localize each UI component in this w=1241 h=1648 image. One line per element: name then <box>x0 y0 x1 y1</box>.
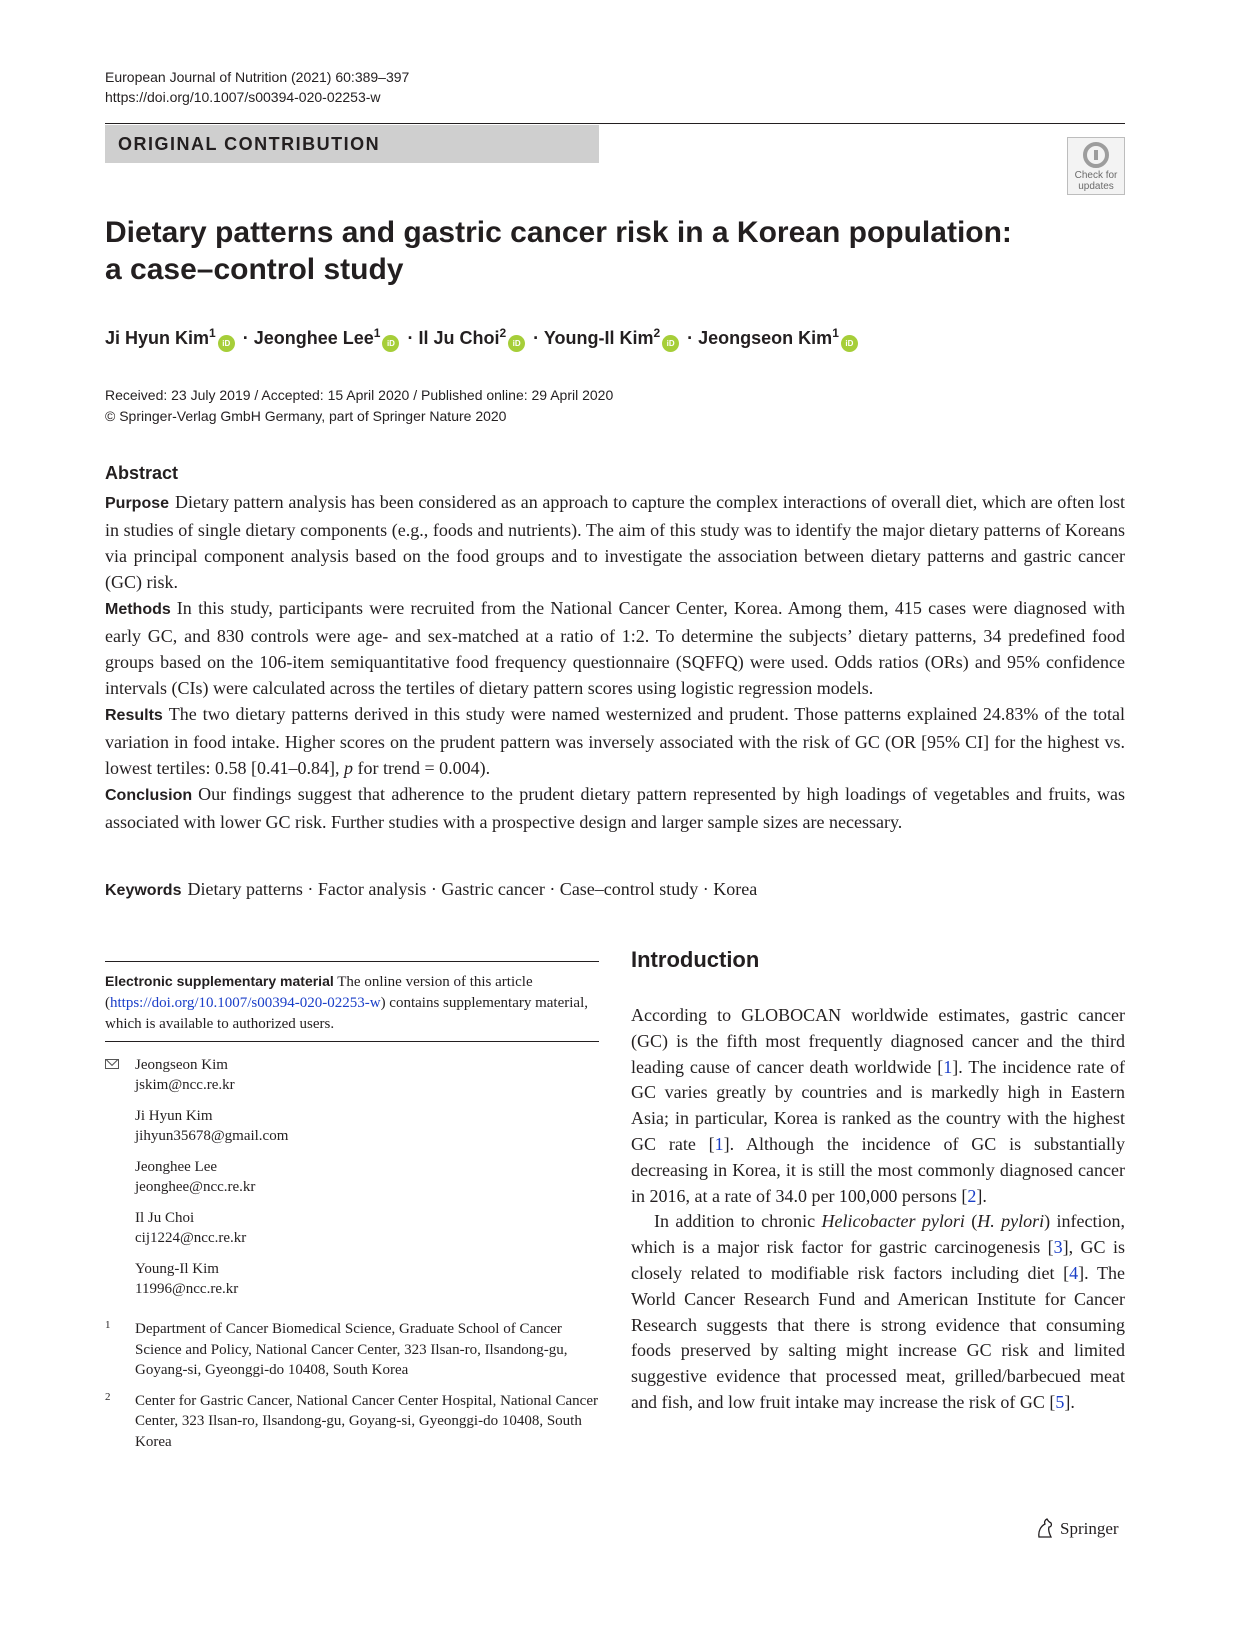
contact-email[interactable]: jskim@ncc.re.kr <box>135 1077 235 1093</box>
author-name[interactable]: Ji Hyun Kim <box>105 328 210 348</box>
article-title <box>105 214 1045 288</box>
publisher-name: Springer <box>1060 1519 1119 1538</box>
author-affiliation: 2 <box>499 326 507 340</box>
article-dates <box>105 385 613 427</box>
citation-link[interactable]: 1 <box>714 1133 724 1154</box>
supplementary-note <box>105 971 599 1035</box>
contact-email[interactable]: jeonghee@ncc.re.kr <box>135 1179 256 1195</box>
species-name: Helicobacter pylori <box>821 1211 965 1232</box>
introduction-heading: Introduction <box>631 947 760 972</box>
affiliation-item <box>105 1319 599 1381</box>
intro-text: ]. The World Cancer Research Fund and American Institute for Cancer Research suggests that there is strong evidence that consuming foods preserved by salting might increase GC risk and limited suggestive evidence that processed meat, grilled/barbecued meat and fish, and low fruit intake may increase the risk of GC [ <box>631 1262 1125 1412</box>
methods-text: In this study, participants were recruited from the National Cancer Center, Korea. Among them, 415 cases were diagnosed with early GC, and 830 controls were age- and sex-matched at a ratio of 1:2. To determine the subjects’ dietary patterns, 34 predefined food groups based on the 106-item semiquantitative food frequency questionnaire (SQFFQ) were used. Odds ratios (ORs) and 95% confidence intervals (CIs) were calculated across the tertiles of dietary pattern scores using logistic regression models. <box>105 598 1125 698</box>
citation-link[interactable]: 3 <box>1053 1237 1063 1258</box>
contact-item <box>105 1106 599 1146</box>
intro-text: ) infection, which is a major risk factor for gastric carcinogenesis [ <box>631 1211 1126 1258</box>
author-affiliation: 1 <box>373 326 381 340</box>
abstract-results <box>105 701 1125 781</box>
author-separator: · <box>402 328 419 348</box>
intro-text: ( <box>971 1211 978 1232</box>
author-name[interactable]: Young-Il Kim <box>543 328 654 348</box>
introduction-body <box>631 1003 1125 1416</box>
intro-text: ]. Although the incidence of GC is substantially decreasing in Korea, it is still the most commonly diagnosed cancer in 2016, at a rate of 34.0 per 100,000 persons [ <box>631 1133 1125 1206</box>
abstract-heading: Abstract <box>105 463 179 483</box>
title-line-2: a case–control study <box>105 253 404 286</box>
affiliation-number: 2 <box>105 1390 111 1403</box>
contact-email[interactable]: jihyun35678@gmail.com <box>135 1128 289 1144</box>
contact-email[interactable]: 11996@ncc.re.kr <box>135 1281 239 1297</box>
citation-link[interactable]: 4 <box>1069 1262 1079 1283</box>
author-name[interactable]: Jeonghee Lee <box>253 328 374 348</box>
affiliation-number: 1 <box>105 1319 111 1331</box>
contact-email[interactable]: cij1224@ncc.re.kr <box>135 1230 247 1246</box>
affiliation-item <box>105 1391 599 1453</box>
intro-paragraph-1 <box>631 1003 1125 1209</box>
author-separator: · <box>237 328 254 348</box>
esm-text: The online version of this article ( <box>105 974 533 1011</box>
intro-paragraph-2 <box>631 1209 1125 1415</box>
citation-link[interactable]: 5 <box>1055 1391 1065 1412</box>
intro-text: ]. The incidence rate of GC varies greatly by countries and is markedly high in Eastern Asia; in particular, Korea is ranked as the country with the highest GC rate [ <box>631 1056 1125 1154</box>
correspondence <box>105 1055 599 1462</box>
author-name[interactable]: Il Ju Choi <box>418 328 500 348</box>
abstract-body <box>105 489 1125 835</box>
esm-link[interactable]: https://doi.org/10.1007/s00394-020-02253-w <box>110 995 381 1011</box>
purpose-text: Dietary pattern analysis has been considered as an approach to capture the complex interactions of overall diet, which are often lost in studies of single dietary components (e.g., foods and nutrients). The aim of this study was to identify the major dietary patterns of Koreans via principal component analysis based on the food groups and to investigate the association between dietary patterns and gastric cancer (GC) risk. <box>105 492 1125 592</box>
results-text-end: for trend = 0.004). <box>357 758 491 778</box>
footnote-rule <box>105 961 599 962</box>
journal-reference: European Journal of Nutrition (2021) 60:389–397 <box>105 69 410 85</box>
history-dates: Received: 23 July 2019 / Accepted: 15 April 2020 / Published online: 29 April 2020 <box>105 387 614 403</box>
conclusion-label: Conclusion <box>105 787 193 804</box>
abstract-purpose <box>105 489 1125 595</box>
methods-label: Methods <box>105 601 171 618</box>
affiliation-text: Department of Cancer Biomedical Science, Graduate School of Cancer Science and Policy, National Cancer Center, 323 Ilsan-ro, Ilsandong-gu, Goyang-si, Gyeonggi-do 10408, South Korea <box>135 1321 568 1378</box>
abstract-methods <box>105 595 1125 701</box>
contact-item <box>105 1259 599 1299</box>
intro-text: ], GC is closely related to modifiable risk factors including diet [ <box>631 1237 1125 1283</box>
esm-text-end: ) contains supplementary material, which is available to authorized users. <box>105 995 588 1032</box>
esm-label: Electronic supplementary material <box>105 973 334 989</box>
author-affiliation: 2 <box>653 326 661 340</box>
species-abbrev: H. pylori <box>977 1211 1045 1232</box>
orcid-icon[interactable]: iD <box>841 335 858 352</box>
purpose-label: Purpose <box>105 495 170 512</box>
author-name[interactable]: Jeongseon Kim <box>698 328 833 348</box>
intro-text: ]. <box>976 1185 987 1206</box>
publisher-logo <box>1035 1517 1119 1539</box>
orcid-icon[interactable]: iD <box>508 335 525 352</box>
citation-link[interactable]: 1 <box>943 1056 953 1077</box>
contact-name: Il Ju Choi <box>135 1210 195 1226</box>
orcid-icon[interactable]: iD <box>382 335 399 352</box>
section-label: ORIGINAL CONTRIBUTION <box>105 125 599 163</box>
orcid-icon[interactable]: iD <box>218 335 235 352</box>
check-for-updates-badge[interactable] <box>1067 137 1125 195</box>
keywords-text: Dietary patterns · Factor analysis · Gastric cancer · Case–control study · Korea <box>187 879 758 899</box>
title-line-1: Dietary patterns and gastric cancer risk in a Korean population: <box>105 216 1012 249</box>
copyright-line: © Springer-Verlag GmbH Germany, part of Springer Nature 2020 <box>105 408 507 424</box>
abstract-conclusion <box>105 781 1125 835</box>
author-list <box>105 326 861 352</box>
intro-text: ]. <box>1064 1391 1075 1412</box>
contact-item <box>105 1055 599 1095</box>
check-updates-label-1: Check for <box>1074 170 1118 181</box>
footnote-rule-2 <box>105 1041 599 1042</box>
contact-name: Jeonghee Lee <box>135 1159 218 1175</box>
contact-item <box>105 1157 599 1197</box>
p-symbol: p <box>343 758 353 778</box>
author-affiliation: 1 <box>832 326 839 340</box>
conclusion-text: Our findings suggest that adherence to the prudent dietary pattern represented by high loadings of vegetables and fruits, was associated with lower GC risk. Further studies with a prospective design and larger sample sizes are necessary. <box>105 784 1125 832</box>
contact-item <box>105 1208 599 1248</box>
intro-text: In addition to chronic <box>654 1211 816 1232</box>
springer-horse-icon <box>1035 1517 1055 1539</box>
envelope-icon <box>105 1059 119 1069</box>
citation-link[interactable]: 2 <box>967 1185 977 1206</box>
keywords <box>105 879 757 900</box>
doi-link[interactable]: https://doi.org/10.1007/s00394-020-02253-w <box>105 89 381 105</box>
results-label: Results <box>105 707 163 724</box>
header-rule <box>105 123 1125 124</box>
author-separator: · <box>682 328 699 348</box>
contact-name: Ji Hyun Kim <box>135 1108 213 1124</box>
keywords-label: Keywords <box>105 882 182 899</box>
author-affiliation: 1 <box>209 326 216 340</box>
author-separator: · <box>528 328 544 348</box>
affiliation-text: Center for Gastric Cancer, National Cancer Center Hospital, National Cancer Center, 323 Ilsan-ro, Ilsandong-gu, Goyang-si, Gyeonggi-do 10408, South Korea <box>135 1392 598 1450</box>
contact-name: Jeongseon Kim <box>135 1057 228 1073</box>
results-text: The two dietary patterns derived in this study were named westernized and prudent. Those patterns explained 24.83% of the total variation in food intake. Higher scores on the prudent pattern was inversely associated with the risk of GC (OR [95% CI] for the highest vs. lowest tertiles: 0.58 [0.41–0.84], <box>105 704 1125 778</box>
check-updates-icon <box>1083 142 1109 168</box>
orcid-icon[interactable]: iD <box>662 335 679 352</box>
check-updates-label-2: updates <box>1078 181 1114 192</box>
contact-name: Young-Il Kim <box>135 1261 219 1277</box>
intro-text: According to GLOBOCAN worldwide estimates, gastric cancer (GC) is the fifth most frequently diagnosed cancer and the third leading cause of cancer death worldwide [ <box>631 1005 1125 1077</box>
journal-citation <box>105 67 409 107</box>
